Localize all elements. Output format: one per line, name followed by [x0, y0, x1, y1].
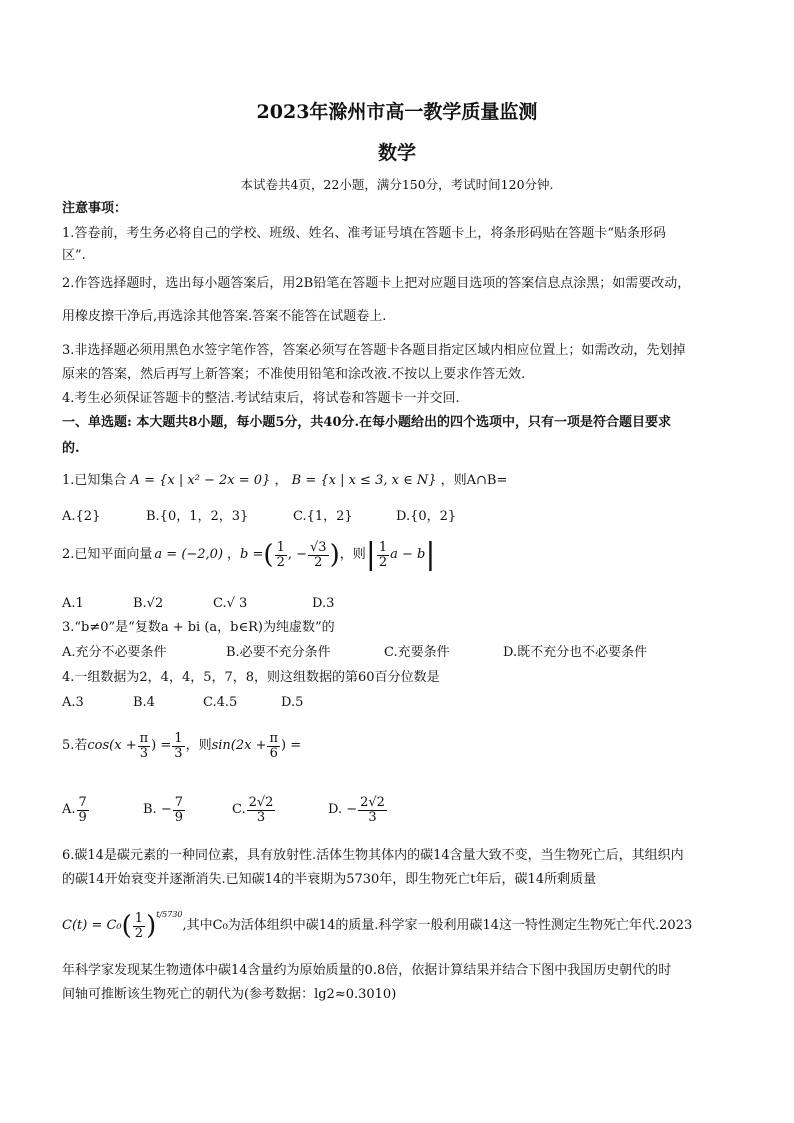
q2-then: ，则 [339, 547, 366, 562]
q6-formula-left: C(t) = C₀ [62, 918, 122, 933]
question-3-stem: 3.“b≠0”是“复数a + bi (a，b∈R)为纯虚数”的 [62, 620, 335, 635]
q6-formula-exponent: t/5730 [156, 910, 183, 919]
q2-vector-b-label: b = [240, 547, 264, 562]
q5-option-b: B. − $\frac{7}{9}$ [143, 794, 183, 825]
notice-item-4: 4.考生必须保证答题卡的整洁.考试结束后，将试卷和答题卡一并交回. [62, 391, 460, 406]
q1-option-b: B.{0，1，2，3} [146, 509, 249, 524]
question-6-formula-line: C(t) = C₀ ( $\frac{1}{2}$ ) t/5730 ,其中C₀为活体组织中碳14的质量.科学家一般利用碳14这一特性测定生物死亡年代.2023 [62, 904, 692, 948]
q5-option-c: C. $\frac{2√2}{3}$ [232, 794, 274, 825]
q6-formula-frac: $\frac{1}{2}$ [134, 910, 144, 941]
notice-item-3-line-1: 3.非选择题必须用黑色水签字笔作答，答案必须写在答题卡各题目指定区域内相应位置上；如需改动，先划掉 [62, 343, 686, 358]
notice-item-3-line-2: 原来的答案，然后再写上新答案；不准使用铅笔和涂改液.不按以上要求作答无效. [62, 367, 526, 382]
q2-abs-tail: a − b [390, 547, 426, 562]
q4-option-c: C.4.5 [203, 695, 238, 710]
q1-option-a: A.{2} [62, 509, 101, 524]
q2-prefix: 2.已知平面向量 [62, 547, 153, 562]
q3-option-c: C.充要条件 [384, 645, 450, 660]
q1-suffix: ，则A∩B= [440, 473, 508, 488]
question-6-line-5: 间轴可推断该生物死亡的朝代为(参考数据：lg2≈0.3010) [62, 987, 397, 1002]
q1-set-a: A = {x | x² − 2x = 0} [130, 473, 271, 488]
q1-set-b: B = {x | x ≤ 3, x ∈ N} [291, 473, 437, 488]
q2-b-frac-2: $\frac{√3}{2}$ [310, 539, 327, 570]
q1-option-c: C.{1，2} [293, 509, 353, 524]
notice-heading: 注意事项： [62, 201, 128, 216]
q5-cos-part: cos(x + [87, 738, 137, 753]
notice-item-2-line-1: 2.作答选择题时，选出每小题答案后，用2B铅笔在答题卡上把对应题目选项的答案信息点涂黑；如需要改动， [62, 276, 691, 291]
q4-option-b: B.4 [133, 695, 155, 710]
q1-prefix: 1.已知集合 [62, 473, 127, 488]
q1-option-d: D.{0，2} [396, 509, 457, 524]
q3-option-b: B.必要不充分条件 [226, 645, 331, 660]
exam-info: 本试卷共4页，22小题，满分150分，考试时间120分钟. [240, 177, 554, 192]
q3-option-d: D.既不充分也不必要条件 [503, 645, 648, 660]
q2-option-c: C.√ 3 [213, 596, 248, 611]
question-6-line-2: 的碳14开始衰变并逐渐消失.已知碳14的半衰期为5730年，即生物死亡t年后，碳14所剩质量 [62, 872, 597, 887]
q5-sin-part: sin(2x + [211, 738, 267, 753]
section-1-heading-line-2: 的. [62, 441, 80, 456]
subject-title: 数学 [377, 142, 416, 164]
q5-eq: ) = [151, 738, 172, 753]
q2-abs-frac: $\frac{1}{2}$ [378, 539, 388, 570]
q5-end: ) = [281, 738, 302, 753]
question-2-stem: 2.已知平面向量 a = (−2,0) ， b = ( $\frac{1}{2}$ , − $\frac{√3}{2}$ ) ，则 | $\frac{1}{2}$ a − b | [62, 537, 436, 572]
q4-option-d: D.5 [281, 695, 304, 710]
q2-option-b: B.√2 [133, 596, 164, 611]
question-5-stem [62, 726, 301, 766]
question-6-line-4: 年科学家发现某生物遗体中碳14含量约为原始质量的0.8倍，依据计算结果并结合下图中我国历史朝代的时 [62, 963, 672, 978]
question-4-stem: 4.一组数据为2，4，4，5，7，8，则这组数据的第60百分位数是 [62, 670, 440, 685]
q5-frac-1-3: $\frac{1}{3}$ [174, 730, 183, 761]
notice-item-2-line-2: 用橡皮擦干净后,再选涂其他答案.答案不能答在试题卷上. [62, 309, 387, 324]
q1-comma: ， [274, 473, 288, 488]
question-6-line-1: 6.碳14是碳元素的一种同位素，具有放射性.活体生物其体内的碳14含量大致不变，当生物死亡后，其组织内 [62, 848, 684, 863]
q5-then: ，则 [185, 738, 212, 753]
q5-frac-pi-3: $\frac{\pi}{3}$ [139, 730, 149, 761]
q2-option-a: A.1 [62, 596, 84, 611]
section-1-heading-line-1: 一、单选题: 本大题共8小题，每小题5分，共40分.在每小题给出的四个选项中，只有一项是符合题目要求 [62, 415, 672, 430]
notice-item-1-line-1: 1.答卷前，考生务必将自己的学校、班级、姓名、准考证号填在答题卡上，将条形码贴在答题卡“贴条形码 [62, 226, 667, 241]
q2-option-d: D.3 [312, 596, 335, 611]
q6-line-3-tail: ,其中C₀为活体组织中碳14的质量.科学家一般利用碳14这一特性测定生物死亡年代.2023 [182, 918, 693, 933]
q3-option-a: A.充分不必要条件 [62, 645, 167, 660]
q4-option-a: A.3 [62, 695, 84, 710]
q5-frac-pi-6: $\frac{\pi}{6}$ [269, 730, 279, 761]
exam-title: 2023年滁州市高一教学质量监测 [256, 101, 538, 123]
q5-prefix: 5.若 [62, 738, 88, 753]
q2-vector-a: a = (−2,0) [154, 547, 224, 562]
q5-option-a: A. $\frac{7}{9}$ [62, 794, 87, 825]
question-1-stem [62, 472, 507, 490]
q2-b-frac-1: $\frac{1}{2}$ [276, 539, 285, 570]
q5-option-d: D. − $\frac{2√2}{3}$ [328, 794, 385, 825]
notice-item-1-line-2: 区”. [62, 248, 86, 263]
